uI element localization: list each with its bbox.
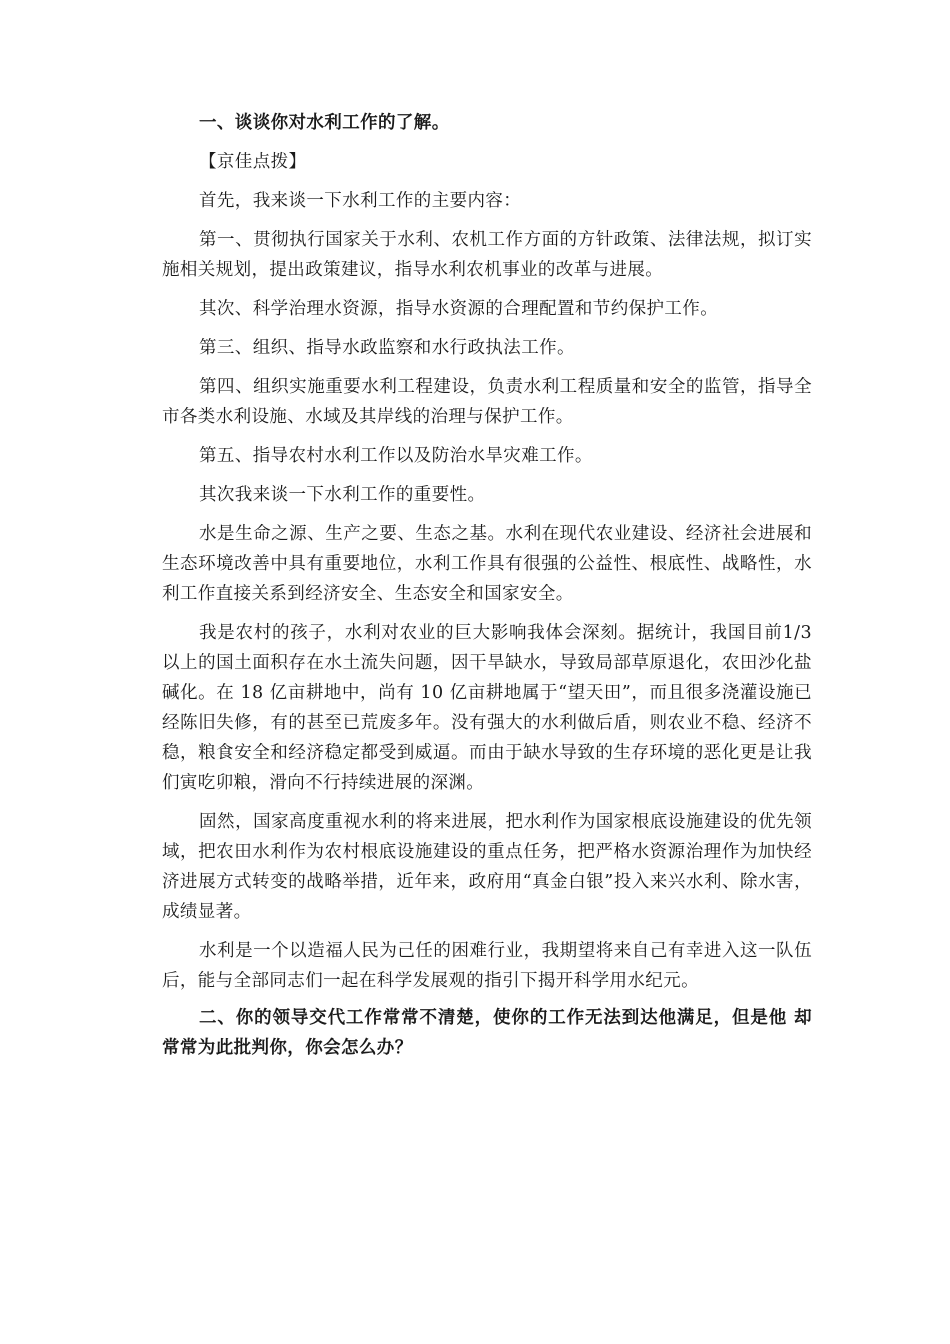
paragraph-fifth: 第五、指导农村水利工作以及防治水旱灾难工作。 xyxy=(199,446,593,466)
paragraph-intro: 首先，我来谈一下水利工作的主要内容： xyxy=(199,191,522,211)
paragraph-personal-experience: 我是农村的孩子，水利对农业的巨大影响我体会深刻。据统计，我国目前1/3 以上的国土面积存在水土流失问题，因干旱缺水，导致局部草原退化，农田沙化盐碱化。在 18 亿亩耕地中，尚有 10 亿亩耕地属于“望天田”，而且很多浇灌设施已经陈旧失修，有的甚至已荒废多年。没有强大的水利做后盾，则农业不稳、经济不稳，粮食安全和经济稳定都受到威逼。而由于缺水导致的生存环境的恶化更是让我们寅吃卯粮，滑向不行持续进展的深渊。 xyxy=(162,623,812,793)
paragraph-second: 其次、科学治理水资源，指导水资源的合理配置和节约保护工作。 xyxy=(199,299,719,319)
paragraph-importance-intro: 其次我来谈一下水利工作的重要性。 xyxy=(199,485,486,505)
paragraph-aspiration: 水利是一个以造福人民为己任的困难行业，我期望将来自己有幸进入这一队伍后，能与全部同志们一起在科学发展观的指引下揭开科学用水纪元。 xyxy=(162,941,812,991)
tip-label: 【京佳点拨】 xyxy=(199,152,307,172)
paragraph-water-importance: 水是生命之源、生产之要、生态之基。水利在现代农业建设、经济社会进展和生态环境改善中具有重要地位，水利工作具有很强的公益性、根底性、战略性，水利工作直接关系到经济安全、生态安全和国家安全。 xyxy=(162,524,812,604)
document-body xyxy=(162,108,812,1063)
paragraph-first: 第一、贯彻执行国家关于水利、农机工作方面的方针政策、法律法规，拟订实施相关规划，提出政策建议，指导水利农机事业的改革与进展。 xyxy=(162,230,812,280)
paragraph-third: 第三、组织、指导水政监察和水行政执法工作。 xyxy=(199,338,575,358)
question-1-heading: 一、谈谈你对水利工作的了解。 xyxy=(199,113,450,133)
question-2-heading: 二、你的领导交代工作常常不清楚，使你的工作无法到达他满足，但是他 却常常为此批判你，你会怎么办？ xyxy=(162,1008,812,1058)
paragraph-national-policy: 固然，国家高度重视水利的将来进展，把水利作为国家根底设施建设的优先领域，把农田水利作为农村根底设施建设的重点任务，把严格水资源治理作为加快经济进展方式转变的战略举措，近年来，政府用“真金白银”投入来兴水利、除水害，成绩显著。 xyxy=(162,812,812,922)
paragraph-fourth: 第四、组织实施重要水利工程建设，负责水利工程质量和安全的监管，指导全市各类水利设施、水域及其岸线的治理与保护工作。 xyxy=(162,377,812,427)
